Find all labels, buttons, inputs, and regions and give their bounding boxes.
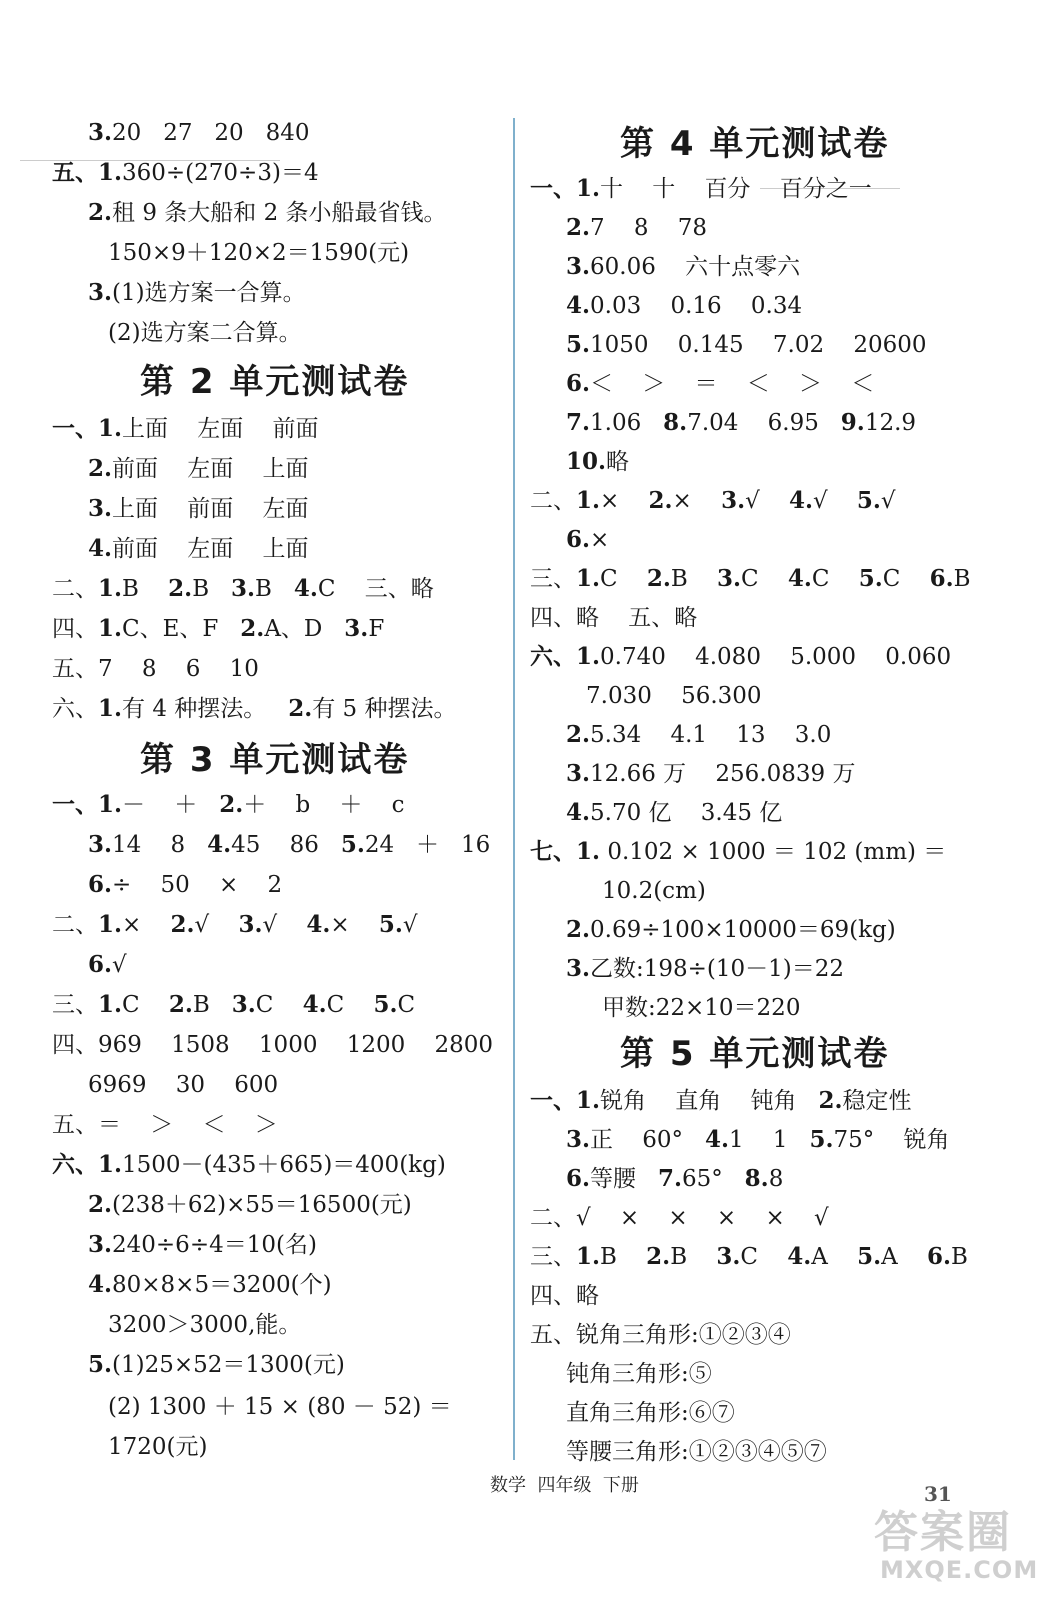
- answer-line: 3200＞3000,能。: [108, 1312, 302, 1338]
- answer-line: 五、7 8 6 10: [52, 656, 259, 682]
- watermark-text: 答案圈: [874, 1507, 1012, 1558]
- answer-line: 3.240÷6÷4＝10(名): [88, 1231, 317, 1258]
- answer-line: 3.60.06 六十点零六: [566, 253, 801, 280]
- answer-line: 三、1.B 2.B 3.C 4.A 5.A 6.B: [530, 1243, 968, 1270]
- answer-line: 6969 30 600: [88, 1072, 279, 1098]
- answer-line: 钝角三角形:⑤: [566, 1361, 712, 1387]
- answer-line: 四、略 五、略: [530, 605, 698, 631]
- unit-3-title: 第 3 单元测试卷: [140, 740, 410, 780]
- answer-line: 3.14 8 4.45 86 5.24 ＋ 16: [88, 831, 491, 858]
- answer-line: 2.前面 左面 上面: [88, 455, 309, 482]
- answer-line: 六、1.0.740 4.080 5.000 0.060: [530, 643, 952, 670]
- answer-line: 五、1.360÷(270÷3)＝4: [52, 159, 319, 186]
- answer-line: 六、1.1500－(435＋665)＝400(kg): [52, 1151, 446, 1178]
- answer-line: 6.＜ ＞ ＝ ＜ ＞ ＜: [566, 370, 875, 397]
- answer-line: 七、1. 0.102 × 1000 ＝ 102 (mm) ＝: [530, 838, 947, 865]
- answer-line: 一、1.－ ＋ 2.＋ b ＋ c: [52, 791, 405, 818]
- answer-line: 5.1050 0.145 7.02 20600: [566, 331, 927, 358]
- answer-line: 二、√ × × × × √: [530, 1205, 829, 1231]
- answer-line: 6.÷ 50 × 2: [88, 871, 283, 898]
- answer-line: 150×9＋120×2＝1590(元): [108, 240, 410, 266]
- answer-line: 3.乙数:198÷(10－1)＝22: [566, 955, 845, 982]
- answer-line: 五、＝ ＞ ＜ ＞: [52, 1112, 278, 1138]
- answer-line: 六、1.有 4 种摆法。 2.有 5 种摆法。: [52, 695, 457, 722]
- answer-line: 四、1.C、E、F 2.A、D 3.F: [52, 615, 385, 642]
- answer-line: (2)选方案二合算。: [108, 320, 302, 346]
- page-number: 31: [924, 1482, 952, 1506]
- answer-line: (2) 1300 ＋ 15 × (80 － 52) ＝: [108, 1394, 452, 1420]
- unit-2-title: 第 2 单元测试卷: [140, 362, 410, 402]
- answer-line: 直角三角形:⑥⑦: [566, 1400, 735, 1426]
- answer-line: 5.(1)25×52＝1300(元): [88, 1351, 345, 1378]
- answer-line: 2.5.34 4.1 13 3.0: [566, 721, 832, 748]
- page-footer: 数学 四年级 下册: [490, 1475, 639, 1496]
- answer-line: 10.略: [566, 448, 630, 475]
- answer-line: 一、1.上面 左面 前面: [52, 415, 319, 442]
- answer-line: 三、1.C 2.B 3.C 4.C 5.C 6.B: [530, 565, 971, 592]
- answer-line: 3.20 27 20 840: [88, 119, 310, 146]
- answer-line: 一、1.锐角 直角 钝角 2.稳定性: [530, 1087, 912, 1114]
- answer-line: 甲数:22×10＝220: [602, 995, 801, 1021]
- answer-line: 6.等腰 7.65° 8.8: [566, 1165, 784, 1192]
- answer-line: 2.0.69÷100×10000＝69(kg): [566, 916, 896, 943]
- answer-line: 3.上面 前面 左面: [88, 495, 309, 522]
- answer-line: 二、1.× 2.√ 3.√ 4.× 5.√: [52, 911, 418, 938]
- answer-line: 五、锐角三角形:①②③④: [530, 1322, 791, 1348]
- answer-line: 三、1.C 2.B 3.C 4.C 5.C: [52, 991, 416, 1018]
- answer-line: 3.正 60° 4.1 1 5.75° 锐角: [566, 1126, 950, 1153]
- answer-line: 四、略: [530, 1283, 599, 1309]
- answer-line: 四、969 1508 1000 1200 2800: [52, 1032, 494, 1058]
- watermark-logo: [874, 1488, 1044, 1588]
- answer-line: 10.2(cm): [602, 878, 706, 904]
- answer-line: 7.1.06 8.7.04 6.95 9.12.9: [566, 409, 917, 436]
- answer-line: 4.前面 左面 上面: [88, 535, 309, 562]
- unit-5-title: 第 5 单元测试卷: [620, 1034, 890, 1074]
- watermark-url: MXQE.COM: [880, 1556, 1039, 1584]
- answer-line: 4.5.70 亿 3.45 亿: [566, 799, 783, 826]
- answer-line: 4.0.03 0.16 0.34: [566, 292, 803, 319]
- answer-line: 2.(238＋62)×55＝16500(元): [88, 1191, 412, 1218]
- answer-line: 二、1.× 2.× 3.√ 4.√ 5.√: [530, 487, 896, 514]
- answer-line: 2.7 8 78: [566, 214, 708, 241]
- unit-4-title: 第 4 单元测试卷: [620, 124, 890, 164]
- answer-line: 6.×: [566, 526, 610, 553]
- answer-line: 2.租 9 条大船和 2 条小船最省钱。: [88, 199, 447, 226]
- answer-line: 3.(1)选方案一合算。: [88, 279, 306, 306]
- answer-line: 一、1.十 十 百分 百分之一: [530, 175, 872, 202]
- answer-line: 二、1.B 2.B 3.B 4.C 三、略: [52, 575, 434, 602]
- answer-line: 1720(元): [108, 1434, 208, 1460]
- answer-line: 等腰三角形:①②③④⑤⑦: [566, 1439, 827, 1465]
- answer-line: 7.030 56.300: [586, 683, 762, 709]
- answer-line: 6.√: [88, 951, 127, 978]
- answer-line: 4.80×8×5＝3200(个): [88, 1271, 332, 1298]
- answer-line: 3.12.66 万 256.0839 万: [566, 760, 856, 787]
- column-divider: [513, 118, 515, 1460]
